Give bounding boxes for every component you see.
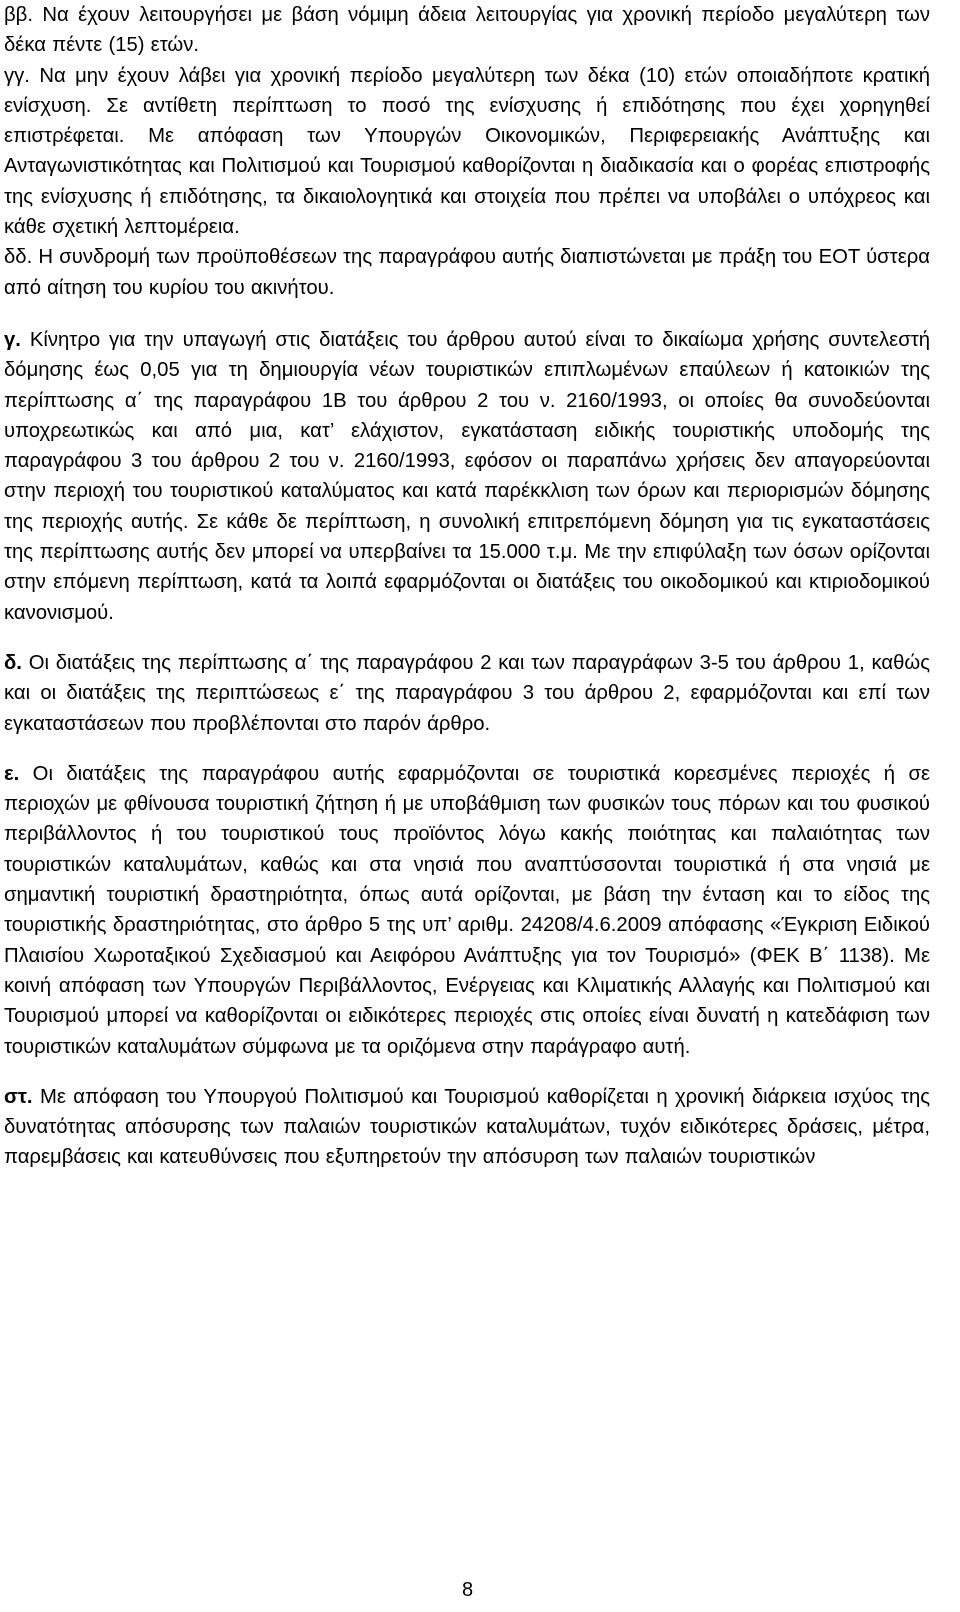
paragraph-g-label: γ. [4,328,21,351]
paragraph-g-text: Κίνητρο για την υπαγωγή στις διατάξεις του άρθρου αυτού είναι το δικαίωμα χρήσης συντελεστή δόμησης έως 0,05 για τη δημιουργία νέων τουριστικών επιπλωμένων επαύλεων ή κατοικιών της περίπτωσης α΄ της παραγράφου 1Β του άρθρου 2 του ν. 2160/1993, οι οποίες θα συνοδεύονται υποχρεωτικώς και από μια, κατ’ ελάχιστον, εγκατάσταση ειδικής τουριστικής υποδομής της παραγράφου 3 του άρθρου 2 του ν. 2160/1993, εφόσον οι παραπάνω χρήσεις δεν απαγορεύονται στην περιοχή του τουριστικού καταλύματος και κατά παρέκκλιση των όρων και περιορισμών δόμησης της περιοχής αυτής. Σε κάθε δε περίπτωση, η συνολική επιτρεπόμενη δόμηση για τις εγκαταστάσεις της περίπτωσης αυτής δεν μπορεί να υπερβαίνει τα 15.000 τ.μ. Με την επιφύλαξη των όσων ορίζονται στην επόμενη περίπτωση, κατά τα λοιπά εφαρμόζονται οι διατάξεις του οικοδομικού και κτιριοδομικού κανονισμού. [4,328,930,624]
paragraph-e-label: ε. [4,762,20,785]
paragraph-e-text: Οι διατάξεις της παραγράφου αυτής εφαρμόζονται σε τουριστικά κορεσμένες περιοχές ή σε περιοχών με φθίνουσα τουριστική ζήτηση ή με υποβάθμιση των φυσικών τους πόρων και του φυσικού περιβάλλοντος ή του τουριστικού τους προϊόντος λόγω κακής ποιότητας και παλαιότητας των τουριστικών καταλυμάτων, καθώς και στα νησιά που αναπτύσσονται τουριστικά ή στα νησιά με σημαντική τουριστική δραστηριότητα, όπως αυτά ορίζονται, με βάση την ένταση και το είδος της τουριστικής δραστηριότητας, στο άρθρο 5 της υπ’ αριθμ. 24208/4.6.2009 απόφασης «Έγκριση Ειδικού Πλαισίου Χωροταξικού Σχεδιασμού και Αειφόρου Ανάπτυξης για τον Τουρισμό» (ΦΕΚ Β΄ 1138). Με κοινή απόφαση των Υπουργών Περιβάλλοντος, Ενέργειας και Κλιματικής Αλλαγής και Πολιτισμού και Τουρισμού μπορεί να καθορίζονται οι ειδικότερες περιοχές στις οποίες είναι δυνατή η κατεδάφιση των τουριστικών καταλυμάτων σύμφωνα με τα οριζόμενα στην παράγραφο αυτή. [4,762,930,1058]
paragraph-d [4,648,930,739]
paragraph-gg: γγ. Να μην έχουν λάβει για χρονική περίοδο μεγαλύτερη των δέκα (10) ετών οποιαδήποτε κρατική ενίσχυση. Σε αντίθετη περίπτωση το ποσό της ενίσχυσης ή επιδότησης που έχει χορηγηθεί επιστρέφεται. Με απόφαση των Υπουργών Οικονομικών, Περιφερειακής Ανάπτυξης και Ανταγωνιστικότητας και Πολιτισμού και Τουρισμού καθορίζονται η διαδικασία και ο φορέας επιστροφής της ενίσχυσης ή επιδότησης, τα δικαιολογητικά και στοιχεία που πρέπει να υποβάλει ο υπόχρεος και κάθε σχετική λεπτομέρεια. [4,64,930,239]
paragraph-d-label: δ. [4,651,22,674]
paragraph-spacer [4,303,930,325]
paragraph-g [4,325,930,628]
paragraph-st [4,1082,930,1173]
page-number: 8 [461,1579,474,1601]
paragraph-st-text: Με απόφαση του Υπουργού Πολιτισμού και Τουρισμού καθορίζεται η χρονική διάρκεια ισχύος της δυνατότητας απόσυρσης των παλαιών τουριστικών καταλυμάτων, τυχόν ειδικότερες δράσεις, μέτρα, παρεμβάσεις και κατευθύνσεις που εξυπηρετούν την απόσυρση των παλαιών τουριστικών [4,1085,930,1169]
paragraph-spacer [4,628,930,648]
paragraph-st-label: στ. [4,1085,33,1108]
paragraph-spacer [4,1062,930,1082]
paragraph-e [4,759,930,1062]
paragraph-bb: ββ. Να έχουν λειτουργήσει με βάση νόμιμη άδεια λειτουργίας για χρονική περίοδο μεγαλύτερη των δέκα πέντε (15) ετών. [4,4,930,57]
paragraph-dd: δδ. Η συνδρομή των προϋποθέσεων της παραγράφου αυτής διαπιστώνεται με πράξη του ΕΟΤ ύστερα από αίτηση του κυρίου του ακινήτου. [4,246,930,299]
document-page [4,0,930,1612]
paragraph-d-text: Οι διατάξεις της περίπτωσης α΄ της παραγράφου 2 και των παραγράφων 3-5 του άρθρου 1, καθώς και οι διατάξεις της περιπτώσεως ε΄ της παραγράφου 3 του άρθρου 2, εφαρμόζονται και επί των εγκαταστάσεων που προβλέπονται στο παρόν άρθρο. [4,651,930,735]
paragraph-spacer [4,739,930,759]
